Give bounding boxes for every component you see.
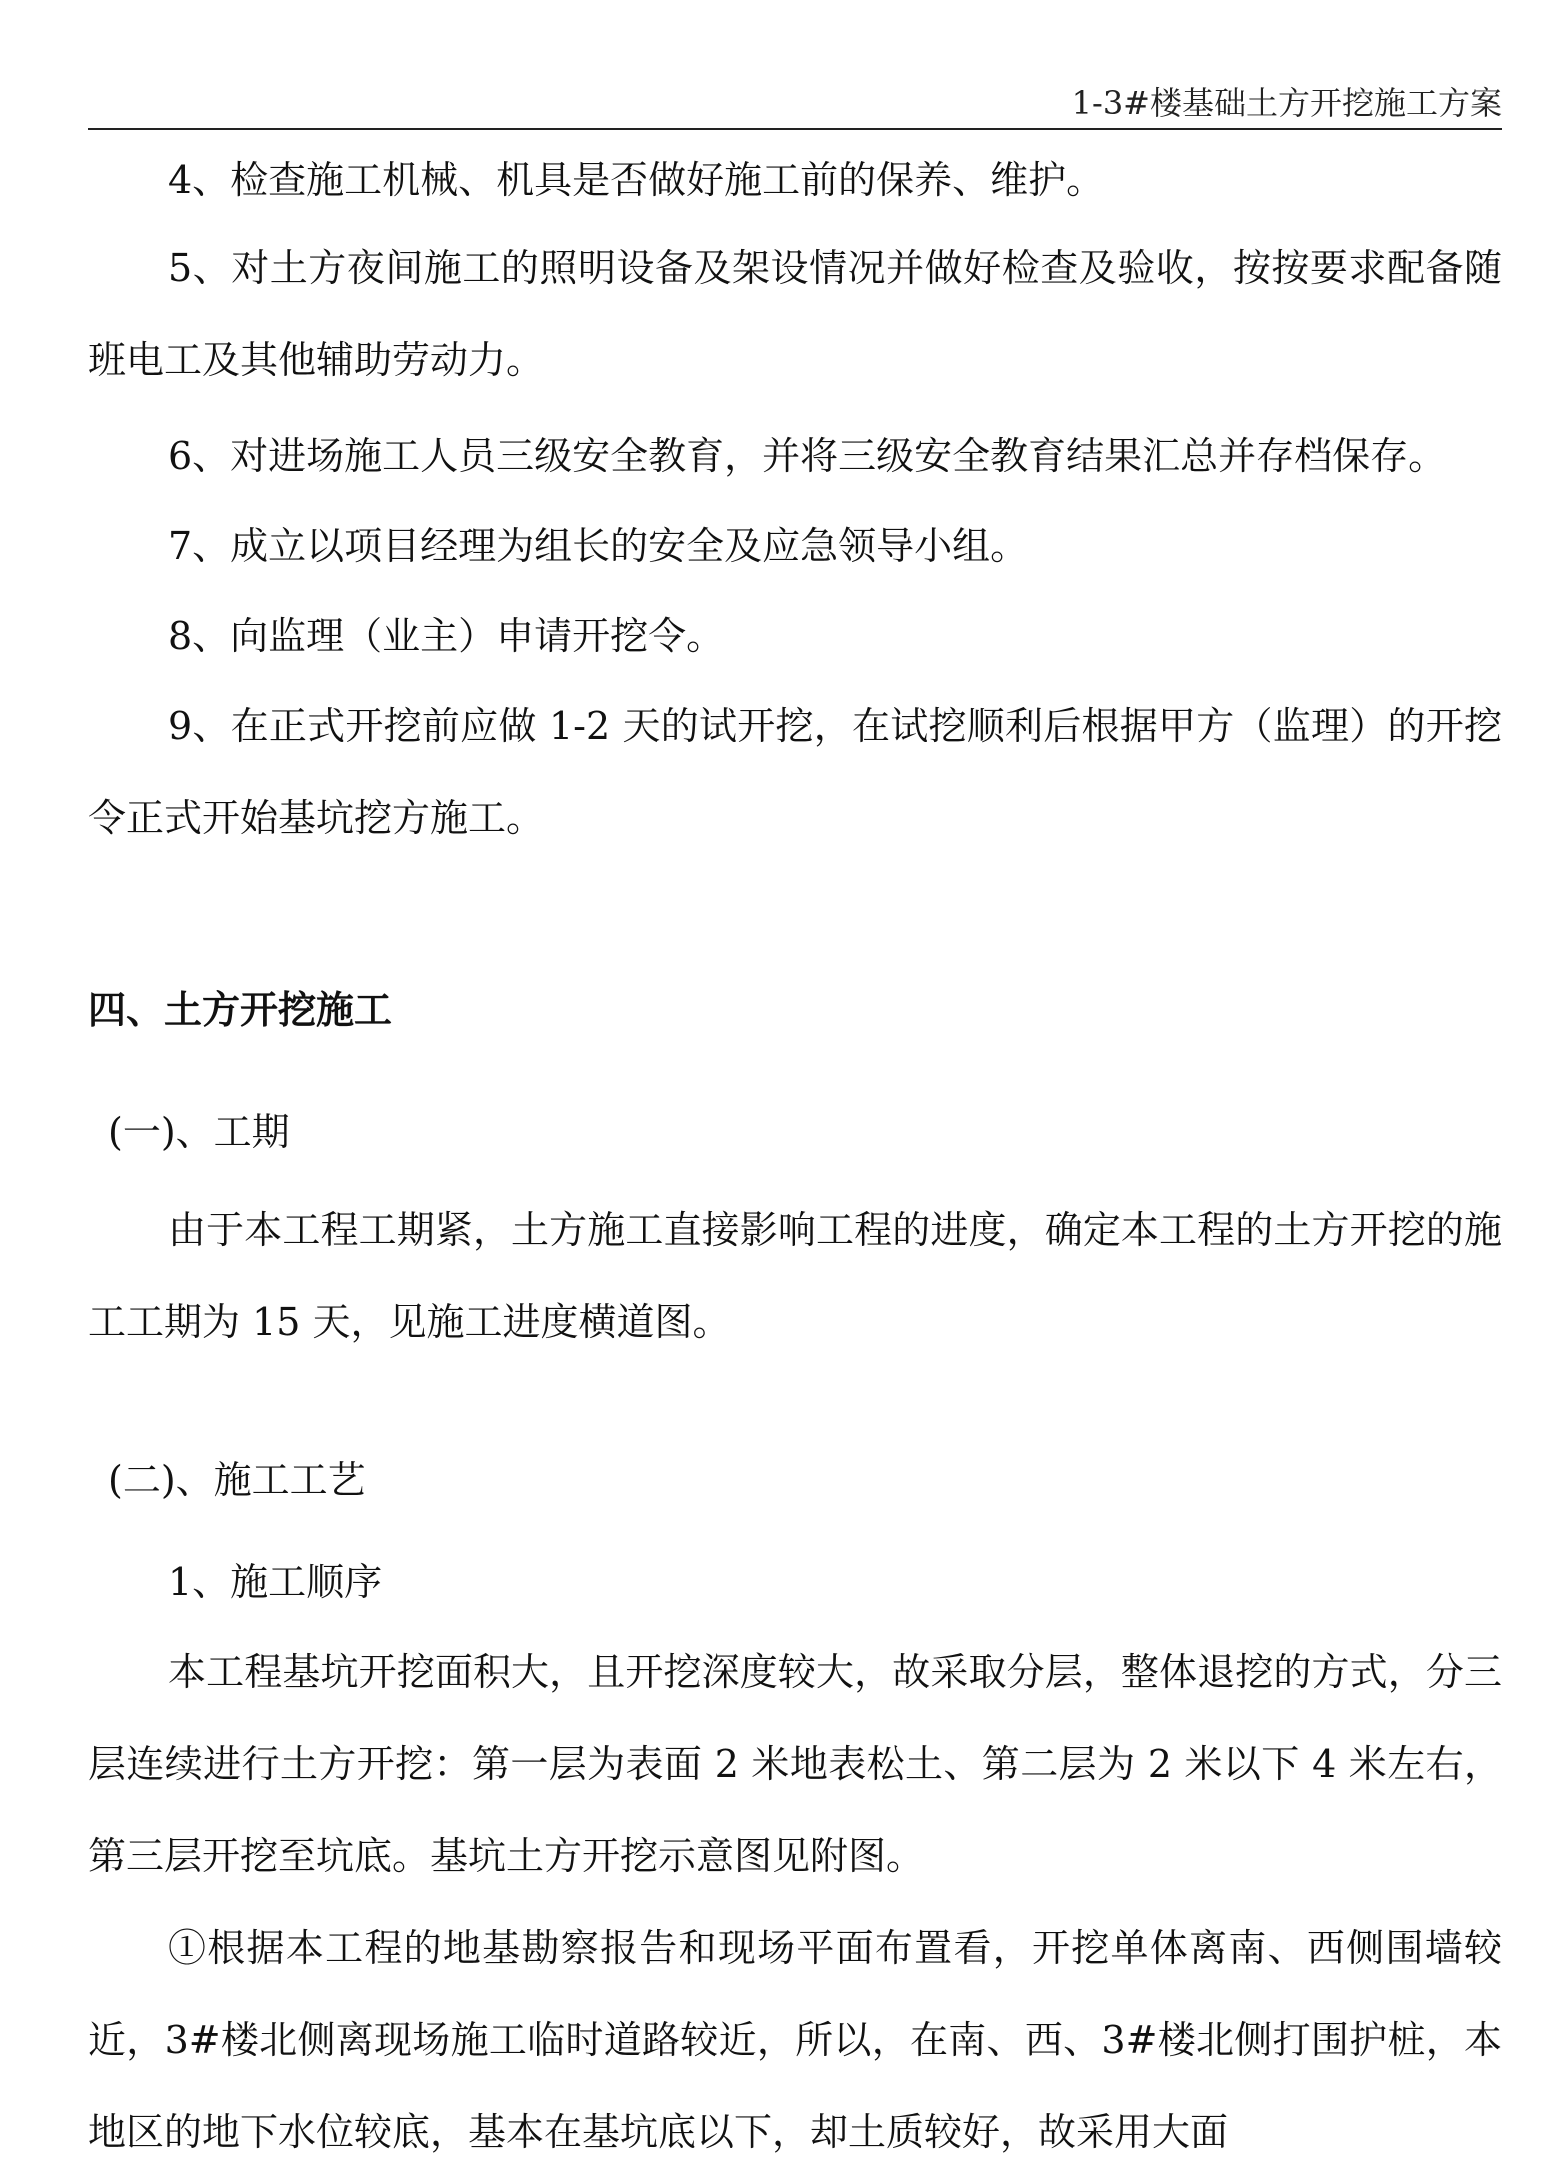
paragraph-sequence: 本工程基坑开挖面积大，且开挖深度较大，故采取分层，整体退挖的方式，分三层连续进行土方开挖：第一层为表面 2 米地表松土、第二层为 2 米以下 4 米左右，第三层开挖至坑底。基坑土方开挖示意图见附图。	[88, 1650, 1502, 1878]
paragraph-item-5: 5、对土方夜间施工的照明设备及架设情况并做好检查及验收，按按要求配备随班电工及其他辅助劳动力。	[88, 246, 1502, 382]
subsection-title-schedule: (一)、工期	[108, 1110, 290, 1154]
header-title: 1-3#楼基础土方开挖施工方案	[1071, 84, 1502, 122]
document-body	[88, 0, 1502, 2178]
paragraph-item-9: 9、在正式开挖前应做 1-2 天的试开挖，在试挖顺利后根据甲方（监理）的开挖令正式开始基坑挖方施工。	[88, 704, 1502, 840]
item-title-sequence: 1、施工顺序	[168, 1560, 383, 1604]
paragraph-retaining: ①根据本工程的地基勘察报告和现场平面布置看，开挖单体离南、西侧围墙较近，3#楼北侧离现场施工临时道路较近，所以，在南、西、3#楼北侧打围护桩，本地区的地下水位较底，基本在基坑底以下，却土质较好，故采用大面	[88, 1926, 1502, 2154]
paragraph-schedule: 由于本工程工期紧，土方施工直接影响工程的进度，确定本工程的土方开挖的施工工期为 15 天，见施工进度横道图。	[88, 1208, 1502, 1344]
paragraph-item-7: 7、成立以项目经理为组长的安全及应急领导小组。	[168, 524, 1029, 568]
subsection-title-process: (二)、施工工艺	[108, 1458, 366, 1502]
paragraph-item-4: 4、检查施工机械、机具是否做好施工前的保养、维护。	[168, 158, 1105, 202]
section-heading: 四、土方开挖施工	[88, 987, 393, 1032]
paragraph-item-6: 6、对进场施工人员三级安全教育，并将三级安全教育结果汇总并存档保存。	[168, 434, 1447, 478]
paragraph-item-8: 8、向监理（业主）申请开挖令。	[168, 614, 725, 658]
